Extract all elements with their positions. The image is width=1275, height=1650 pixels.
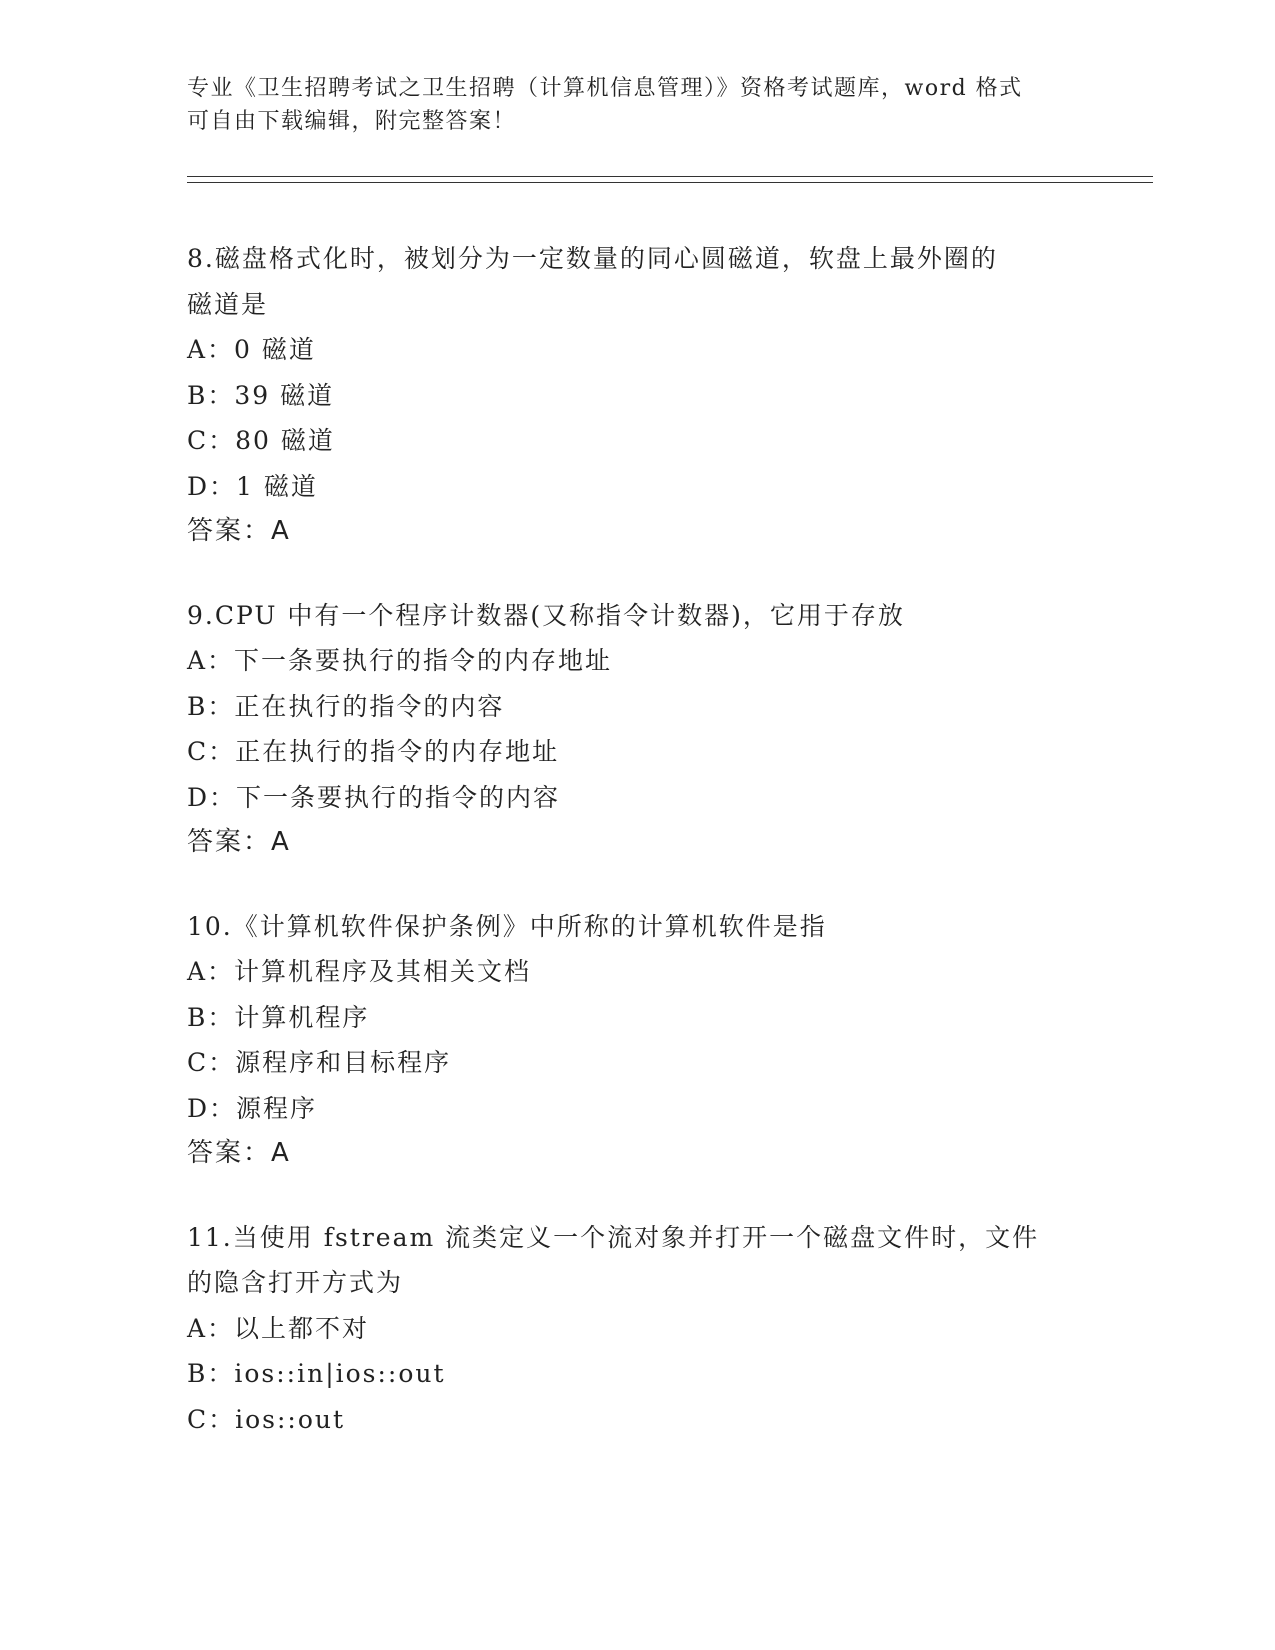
question-9	[187, 593, 1087, 866]
answer-label: 答案：A	[187, 827, 291, 857]
option-a: A：下一条要执行的指令的内存地址	[187, 646, 613, 675]
option-b: B：ios::in|ios::out	[187, 1359, 446, 1388]
option-c: C：80 磁道	[187, 426, 335, 455]
option-d: D：1 磁道	[187, 471, 318, 501]
question-8	[187, 236, 1087, 555]
document-header	[187, 72, 1087, 138]
question-stem: 8.磁盘格式化时，被划分为一定数量的同心圆磁道，软盘上最外圈的	[187, 244, 998, 273]
option-b: B：计算机程序	[187, 1002, 370, 1032]
option-b: B：39 磁道	[187, 380, 335, 410]
question-stem: 11.当使用 fstream 流类定义一个流对象并打开一个磁盘文件时，文件	[187, 1222, 1040, 1252]
option-a: A：计算机程序及其相关文档	[187, 957, 532, 986]
option-c: C：源程序和目标程序	[187, 1048, 452, 1077]
header-line-2: 可自由下载编辑，附完整答案！	[187, 109, 517, 134]
header-divider-bottom	[187, 182, 1153, 183]
question-stem: 10.《计算机软件保护条例》中所称的计算机软件是指	[187, 911, 827, 941]
option-a: A：0 磁道	[187, 335, 316, 364]
option-c: C：正在执行的指令的内存地址	[187, 737, 560, 766]
option-d: D：下一条要执行的指令的内容	[187, 782, 561, 812]
option-b: B：正在执行的指令的内容	[187, 691, 505, 721]
header-divider-top	[187, 176, 1153, 177]
answer-label: 答案：A	[187, 1138, 291, 1168]
header-line-1: 专业《卫生招聘考试之卫生招聘（计算机信息管理）》资格考试题库，word 格式	[187, 76, 1023, 101]
question-11	[187, 1215, 1087, 1443]
question-stem: 9.CPU 中有一个程序计数器(又称指令计数器)，它用于存放	[187, 600, 905, 630]
question-list	[187, 236, 1087, 1480]
option-c: C：ios::out	[187, 1404, 346, 1434]
question-10	[187, 904, 1087, 1177]
answer-label: 答案：A	[187, 516, 291, 546]
question-stem: 的隐含打开方式为	[187, 1268, 404, 1297]
option-d: D：源程序	[187, 1093, 318, 1123]
question-stem: 磁道是	[187, 289, 269, 319]
option-a: A：以上都不对	[187, 1313, 370, 1343]
